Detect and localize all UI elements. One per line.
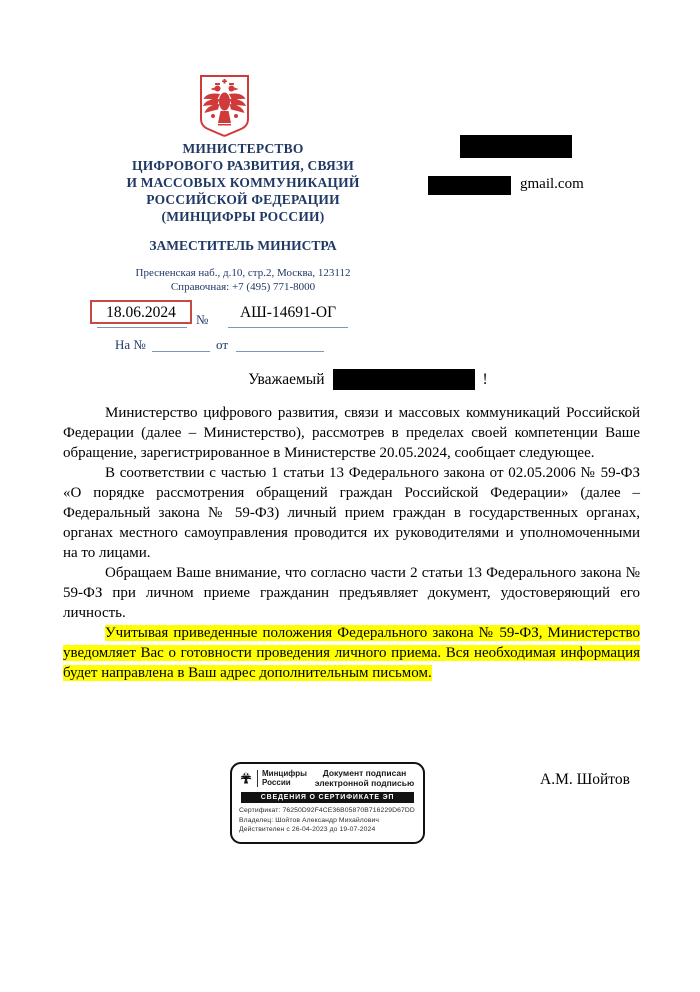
stamp-certificate-number: Сертификат: 76250D92F4CE36B05870B716229D67DD xyxy=(239,807,415,814)
reply-date-blank xyxy=(236,337,324,352)
electronic-signature-stamp xyxy=(230,762,425,844)
stamp-validity: Действителен с 26-04-2023 до 19-07-2024 xyxy=(239,826,376,834)
salutation-suffix: ! xyxy=(482,370,488,388)
ministry-name-line: (МИНЦИФРЫ РОССИИ) xyxy=(161,209,325,224)
reply-number-blank xyxy=(152,337,210,352)
coat-of-arms-icon xyxy=(197,72,252,140)
salutation-prefix: Уважаемый xyxy=(248,370,325,388)
redacted-email-local-part xyxy=(428,176,511,195)
reply-number-label: На № xyxy=(115,337,146,352)
stamp-org-name: Минцифры России xyxy=(257,770,307,787)
paragraph-1: Министерство цифрового развития, связи и массовых коммуникаций Российской Федерации (далее – Министерство), рассмотрев в пределах своей компетенции Ваше обращение, зарегистрированное в Министерстве 20.05.2024, сообщает следующее. xyxy=(63,405,640,461)
stamp-owner: Владелец: Шойтов Александр Михайлович xyxy=(239,816,380,824)
paragraph-4-highlighted xyxy=(63,623,640,683)
signatory-name: А.М. Шойтов xyxy=(540,771,630,788)
official-title: ЗАМЕСТИТЕЛЬ МИНИСТРА xyxy=(149,238,337,253)
date-underline xyxy=(97,327,187,328)
redacted-recipient-name xyxy=(460,135,572,158)
outgoing-number: АШ-14691-ОГ xyxy=(239,304,337,321)
phone-line: Справочная: +7 (495) 771-8000 xyxy=(170,281,316,293)
redacted-addressee-name xyxy=(333,369,475,390)
highlighted-text: Учитывая приведенные положения Федерального закона № 59-ФЗ, Министерство уведомляет Вас о готовности проведения личного приема. Вся необходимая информация будет направлена в Ваш адрес дополнительным письмом. xyxy=(63,625,640,681)
ministry-name xyxy=(60,140,426,225)
paragraph-3: Обращаем Ваше внимание, что согласно части 2 статьи 13 Федерального закона № 59-ФЗ при личном приеме гражданин предъявляет документ, удостоверяющий его личность. xyxy=(63,565,640,621)
ministry-name-line: И МАССОВЫХ КОММУНИКАЦИЙ xyxy=(126,175,360,190)
address-line: Пресненская наб., д.10, стр.2, Москва, 123112 xyxy=(135,267,351,279)
paragraph-2: В соответствии с частью 1 статьи 13 Федерального закона от 02.05.2006 № 59-ФЗ «О порядке рассмотрения обращений граждан Российской Федерации» (далее – Федеральный закона № 59-ФЗ) личный прием граждан в государственных органах, органах местного самоуправления проводится их руководителями и уполномоченными на то лицами. xyxy=(63,465,640,561)
email-domain: gmail.com xyxy=(520,176,584,192)
ministry-name-line: РОССИЙСКОЙ ФЕДЕРАЦИИ xyxy=(146,192,340,207)
date-annotation-box: 18.06.2024 xyxy=(90,300,192,324)
mincifry-eagle-icon xyxy=(239,771,253,786)
number-label: № xyxy=(196,312,209,327)
salutation-line xyxy=(18,369,700,390)
ministry-name-line: МИНИСТЕРСТВО xyxy=(182,141,304,156)
reply-from-label: от xyxy=(216,337,229,352)
stamp-logo xyxy=(239,770,307,787)
ministry-name-line: ЦИФРОВОГО РАЗВИТИЯ, СВЯЗИ xyxy=(132,158,354,173)
stamp-certificate-header: СВЕДЕНИЯ О СЕРТИФИКАТЕ ЭП xyxy=(241,792,414,803)
stamp-signed-text: Документ подписан электронной подписью xyxy=(314,768,415,788)
stamp-header xyxy=(239,769,416,788)
letter-body xyxy=(63,403,640,683)
number-underline xyxy=(228,327,348,328)
